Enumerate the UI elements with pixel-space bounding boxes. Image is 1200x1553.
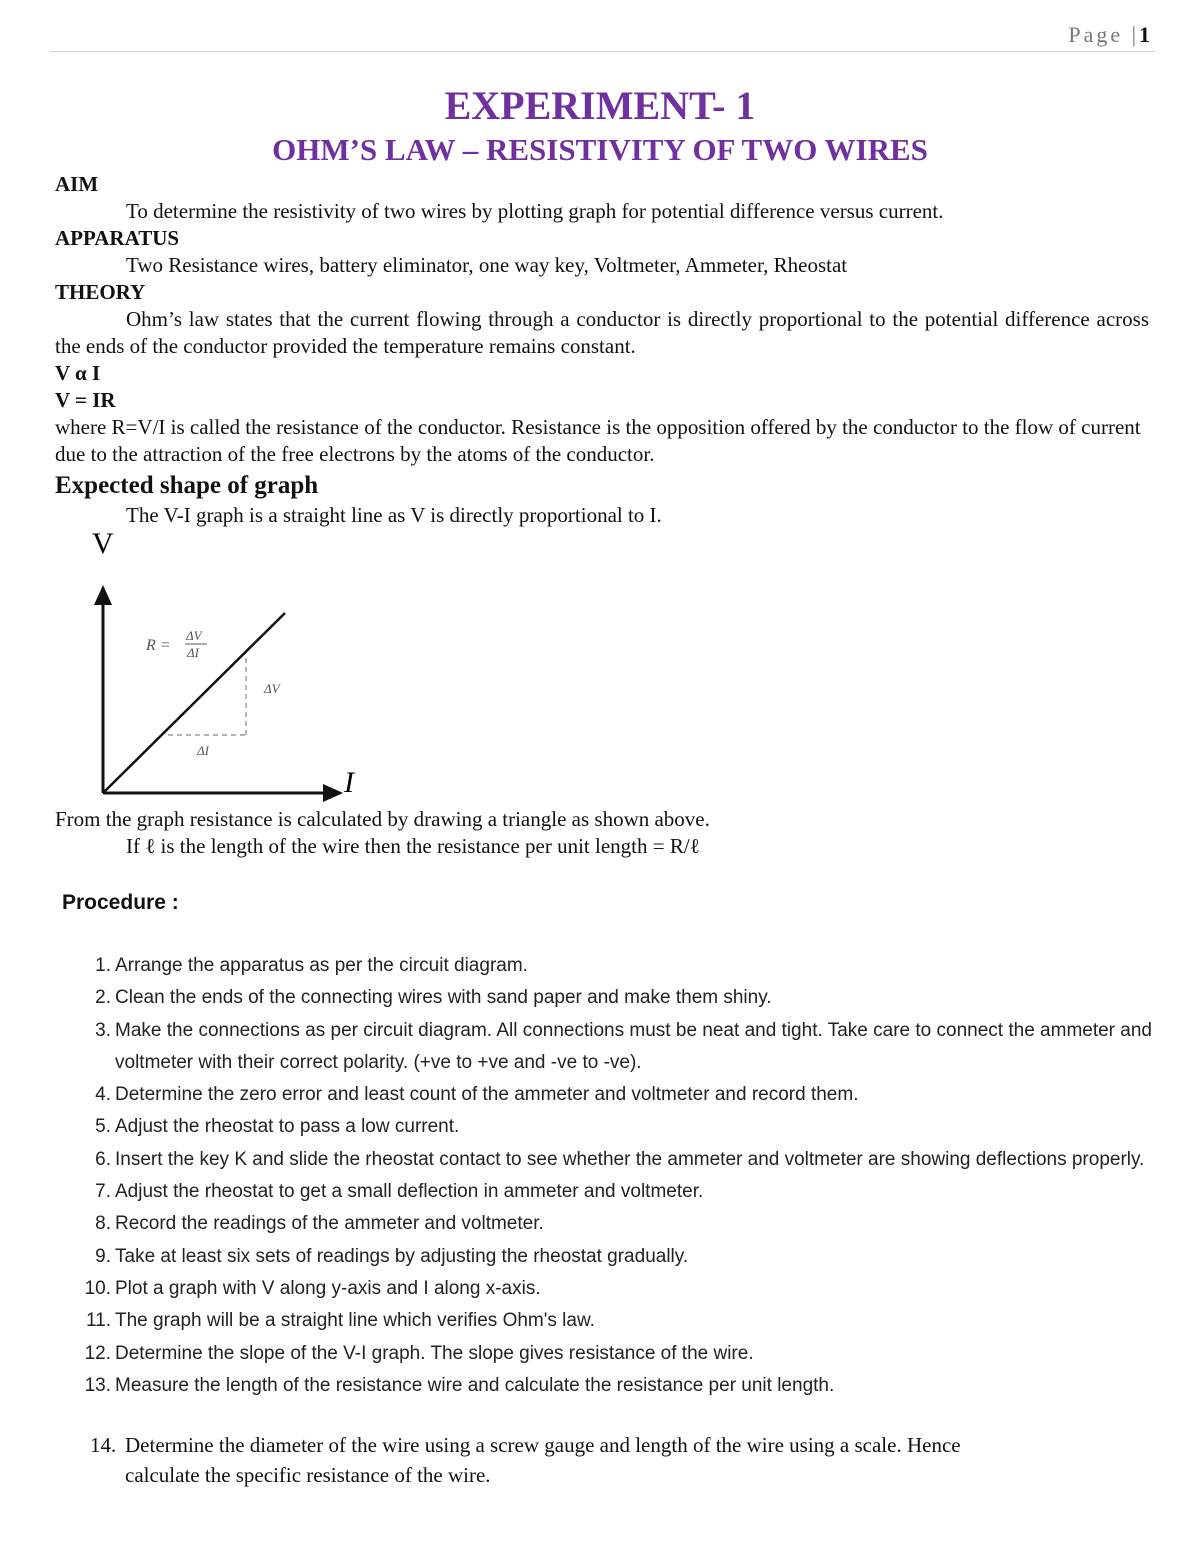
step-text: Measure the length of the resistance wire and calculate the resistance per unit length. [115,1374,835,1396]
list-item [70,1176,1152,1208]
step-number: 1. [95,955,111,976]
page-label: Page | [1068,22,1139,47]
procedure-heading: Procedure : [62,891,179,914]
experiment-subtitle: OHM’S LAW – RESISTIVITY OF TWO WIRES [272,132,928,167]
step-text: Adjust the rheostat to pass a low current. [115,1116,460,1138]
step-text: Adjust the rheostat to get a small deflection in ammeter and voltmeter. [115,1181,704,1203]
delta-v-label: ΔV [264,681,280,696]
step-text: Clean the ends of the connecting wires with sand paper and make them shiny. [115,987,772,1009]
apparatus-heading: APPARATUS [55,226,180,250]
graph-heading: Expected shape of graph [55,472,319,499]
list-item [70,982,1152,1014]
step-text: Determine the slope of the V-I graph. The slope gives resistance of the wire. [115,1342,754,1364]
step-text: Determine the zero error and least count of the ammeter and voltmeter and record them. [115,1084,859,1106]
step-number: 14. [90,1433,117,1457]
step-text-line1: Determine the diameter of the wire using a screw gauge and length of the wire using a scale. Hence [125,1433,961,1457]
step-text: Record the readings of the ammeter and voltmeter. [115,1213,544,1235]
r-numerator: ΔV [186,628,202,643]
formula-ohm: V = IR [55,388,116,412]
list-item [70,1370,1152,1402]
theory-heading: THEORY [55,280,146,304]
graph-y-label: V [92,527,114,560]
step-number: 12. [84,1342,111,1364]
step-text-line2: calculate the specific resistance of the wire. [125,1463,491,1487]
step-text: The graph will be a straight line which verifies Ohm's law. [115,1310,595,1332]
step-number: 11. [85,1310,111,1332]
theory-explanation: where R=V/I is called the resistance of the conductor. Resistance is the opposition offered by the conductor to the flow of current due to the attraction of the free electrons by the atoms of the conductor. [55,415,1141,466]
after-graph-text [55,806,1149,860]
list-item [70,1241,1152,1273]
r-denominator: ΔI [187,645,199,660]
list-item [70,950,1152,982]
step-text: Take at least six sets of readings by adjusting the rheostat gradually. [115,1245,689,1267]
delta-i-label: ΔI [197,743,209,758]
step-number: 8. [95,1213,111,1235]
list-item [70,1208,1152,1240]
formula-proportional: V α I [55,361,101,385]
step-number: 13. [84,1374,111,1396]
header-rule [50,51,1155,52]
main-content [55,171,1149,529]
experiment-title: EXPERIMENT- 1 [444,83,756,128]
step-number: 10. [84,1277,111,1299]
page-header [1068,22,1150,48]
step-text: Plot a graph with V along y-axis and I along x-axis. [115,1277,541,1299]
step-number: 4. [95,1084,111,1106]
graph-x-label: I [344,766,354,799]
step-text: Arrange the apparatus as per the circuit diagram. [115,955,528,976]
after-graph-line1: From the graph resistance is calculated by drawing a triangle as shown above. [55,807,710,831]
list-item [70,1111,1152,1143]
y-axis-arrow [94,585,112,605]
r-label: R = [146,637,171,654]
step-number: 2. [95,987,111,1009]
list-item [70,1273,1152,1305]
step-text: Insert the key K and slide the rheostat contact to see whether the ammeter and voltmeter are showing deflections properly. [115,1148,1145,1170]
list-item [70,1144,1152,1176]
apparatus-text: Two Resistance wires, battery eliminator, one way key, Voltmeter, Ammeter, Rheostat [126,253,848,277]
aim-text: To determine the resistivity of two wires by plotting graph for potential difference versus current. [126,199,944,223]
step-number: 3. [95,1019,111,1041]
step-number: 9. [95,1245,111,1267]
list-item [70,1079,1152,1111]
list-item [70,1305,1152,1337]
step-text: Make the connections as per circuit diagram. All connections must be neat and tight. Take care to connect the ammeter and voltmeter with their correct polarity. (+ve to +ve and -ve to -ve). [115,1019,1152,1073]
list-item [70,1338,1152,1370]
list-item [70,1015,1152,1080]
after-graph-line2: If ℓ is the length of the wire then the resistance per unit length = R/ℓ [126,834,700,858]
step-number: 6. [95,1148,111,1170]
step-number: 5. [95,1116,111,1138]
vi-graph [70,525,390,815]
step-number: 7. [95,1181,111,1203]
x-axis-arrow [323,784,343,802]
list-item [90,1430,1090,1490]
procedure-list [70,950,1152,1402]
theory-text: Ohm’s law states that the current flowing through a conductor is directly proportional to the potential difference across the ends of the conductor provided the temperature remains constant. [55,307,1149,358]
page-number: 1 [1139,22,1150,47]
graph-text: The V-I graph is a straight line as V is directly proportional to I. [126,503,662,527]
aim-heading: AIM [55,172,99,196]
